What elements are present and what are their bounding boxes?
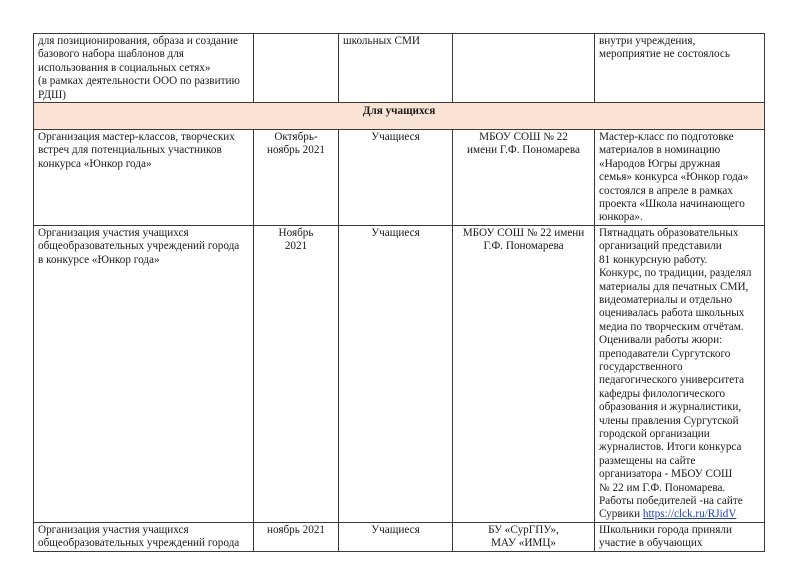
section-header: Для учащихся [34,103,765,130]
participants-cell: Учащиеся [339,225,453,522]
survika-link[interactable]: https://clck.ru/RJidV [642,508,737,521]
organizer-cell: МБОУ СОШ № 22 имени Г.Ф. Пономарева [453,225,595,522]
organizer-cell: БУ «СурГПУ», МАУ «ИМЦ» [453,522,595,551]
result-cell: Школьники города приняли участие в обучающих [595,522,765,551]
table-row [34,130,765,226]
participants-cell: Учащиеся [339,522,453,551]
participants-cell: Учащиеся [339,130,453,226]
participants-cell: школьных СМИ [339,34,453,103]
result-cell: Пятнадцать образовательных организаций представили 81 конкурсную работу. Конкурс, по традиции, разделял материалы для печатных СМИ, видеоматериалы и отдельно оценивалась работа школьных медиа по творческим отчётам. Оценивали работы жюри: преподаватели Сургутского государственного педагогического университета кафедры филологического образования и журналистики, члены правления Сургутской городской организации журналистов. Итоги конкурса размещены на сайте организатора - МБОУ СОШ № 22 им Г.Ф. Пономарева. Работы победителей -на сайте Сурвики https://clck.ru/RJidV [595,225,765,522]
date-cell: Октябрь- ноябрь 2021 [254,130,339,226]
table-row [34,522,765,551]
section-header-row [34,103,765,130]
event-cell: Организация участия учащихся общеобразовательных учреждений города в конкурсе «Юнкор года» [34,225,254,522]
date-cell: ноябрь 2021 [254,522,339,551]
date-cell [254,34,339,103]
event-cell: для позиционирования, образа и создание базового набора шаблонов для использования в социальных сетях» (в рамках деятельности ООО по развитию РДШ) [34,34,254,103]
result-cell: внутри учреждения, мероприятие не состоялось [595,34,765,103]
result-cell: Мастер-класс по подготовке материалов в номинацию «Народов Югры дружная семья» конкурса «Юнкор года» состоялся в апреле в рамках проекта «Школа начинающего юнкора». [595,130,765,226]
organizer-cell [453,34,595,103]
organizer-cell: МБОУ СОШ № 22 имени Г.Ф. Пономарева [453,130,595,226]
result-link-line: Сурвики https://clck.ru/RJidV [599,508,737,521]
event-cell: Организация мастер-классов, творческих встреч для потенциальных участников конкурса «Юнкор года» [34,130,254,226]
events-table [33,33,765,552]
date-cell: Ноябрь 2021 [254,225,339,522]
event-cell: Организация участия учащихся общеобразовательных учреждений города [34,522,254,551]
table-row [34,34,765,103]
table-row [34,225,765,522]
